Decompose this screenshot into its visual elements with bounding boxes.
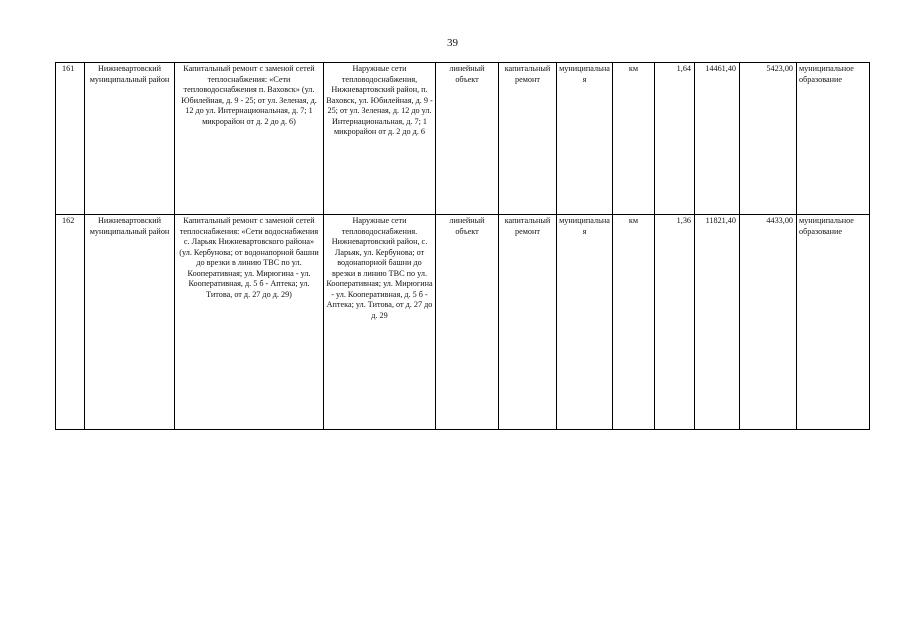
- work-description-cell: Капитальный ремонт с заменой сетей теплоснабжения: «Сети тепловодоснабжения п. Ваховск» (ул. Юбилейная, д. 9 - 25; от ул. Зеленая, д. 12 до ул. Интернациональная, д. 7; 1 микрорайон от д. 2 до д. 6): [175, 63, 324, 215]
- total-cost-cell: 14461,40: [695, 63, 740, 215]
- municipality-cell: Нижневартовский муниципальный район: [85, 215, 175, 430]
- page-number: 39: [447, 37, 458, 49]
- unit-cell: км: [613, 63, 655, 215]
- row-number: 162: [56, 215, 85, 430]
- owner-cell: муниципальное образование: [797, 215, 870, 430]
- length-cell: 1,36: [655, 215, 695, 430]
- object-type-cell: линейный объект: [436, 63, 499, 215]
- ownership-cell: муниципальная: [557, 215, 613, 430]
- row-number: 161: [56, 63, 85, 215]
- object-address-cell: Наружные сети тепловодоснабжения, Нижневартовский район, п. Ваховск, ул. Юбилейная, д. 9 - 25; от ул. Зеленая, д. 12 до ул. Интернациональная, д. 7; 1 микрорайон от д. 2 до д. 6: [324, 63, 436, 215]
- partial-cost-cell: 5423,00: [740, 63, 797, 215]
- repair-type-cell: капитальный ремонт: [499, 63, 557, 215]
- partial-cost-cell: 4433,00: [740, 215, 797, 430]
- table-row: [56, 215, 870, 430]
- table-row: [56, 63, 870, 215]
- municipality-cell: Нижневартовский муниципальный район: [85, 63, 175, 215]
- work-description-cell: Капитальный ремонт с заменой сетей теплоснабжения: «Сети водоснабжения с. Ларьяк Нижневартовского района» (ул. Кербунова; от водонапорной башни до врезки в линию ТВС по ул. Кооперативная; ул. Мирюгина - ул. Кооперативная, д. 5 б - Аптека; ул. Титова, от д. 27 до д. 29): [175, 215, 324, 430]
- ownership-cell: муниципальная: [557, 63, 613, 215]
- length-cell: 1,64: [655, 63, 695, 215]
- owner-cell: муниципальное образование: [797, 63, 870, 215]
- total-cost-cell: 11821,40: [695, 215, 740, 430]
- registry-table: [55, 62, 870, 430]
- object-address-cell: Наружные сети тепловодоснабжения. Нижневартовский район, с. Ларьяк, ул. Кербунова; от водонапорной башни до врезки в линию ТВС по ул. Кооперативная; ул. Мирюгина - ул. Кооперативная, д. 5 б - Аптека; ул. Титова, от д. 27 до д. 29: [324, 215, 436, 430]
- unit-cell: км: [613, 215, 655, 430]
- object-type-cell: линейный объект: [436, 215, 499, 430]
- repair-type-cell: капитальный ремонт: [499, 215, 557, 430]
